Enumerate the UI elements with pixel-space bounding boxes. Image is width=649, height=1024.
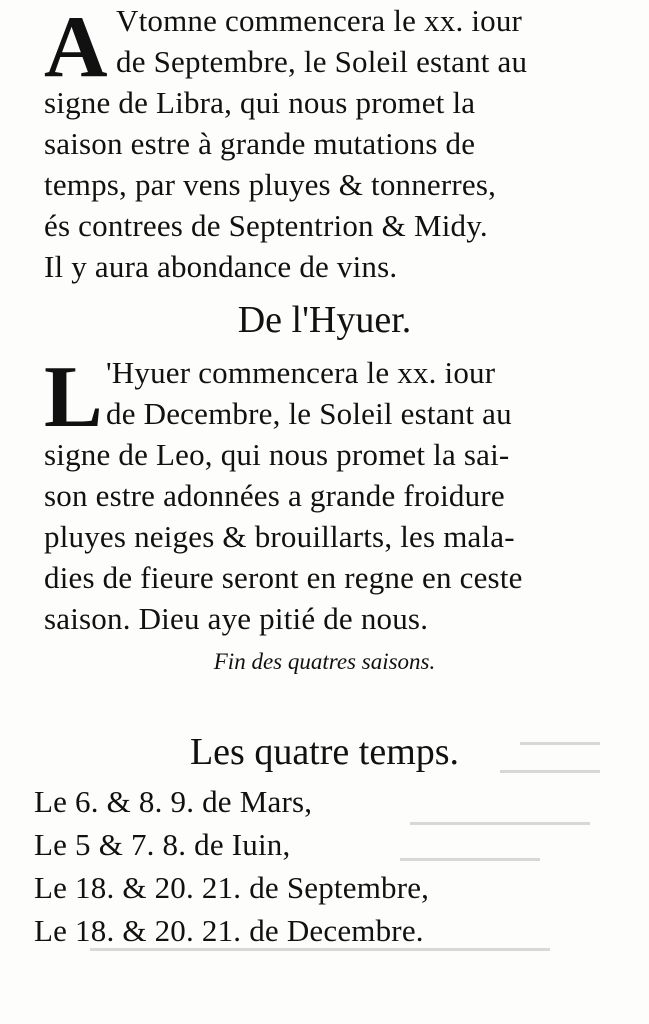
text-line: és contrees de Septentrion & Midy. xyxy=(44,208,488,243)
text-line: 'Hyuer commencera le xx. iour xyxy=(106,355,496,390)
bleed-through-mark xyxy=(400,858,540,861)
drop-cap-a: A xyxy=(44,0,108,96)
text-line: temps, par vens pluyes & tonnerres, xyxy=(44,167,497,202)
bleed-through-mark xyxy=(500,770,600,773)
bleed-through-mark xyxy=(90,948,550,951)
bleed-through-mark xyxy=(520,742,600,745)
fin-note: Fin des quatres saisons. xyxy=(213,649,436,674)
text-line: Il y aura abondance de vins. xyxy=(44,249,398,284)
autumn-paragraph xyxy=(44,0,619,287)
text-line: saison estre à grande mutations de xyxy=(44,126,476,161)
text-line: saison. Dieu aye pitié de nous. xyxy=(44,601,429,636)
text-line: signe de Libra, qui nous promet la xyxy=(44,85,476,120)
quatre-temps-list xyxy=(34,780,614,952)
quatre-temps-heading: Les quatre temps. xyxy=(189,731,460,773)
winter-heading: De l'Hyuer. xyxy=(237,299,412,341)
text-line: dies de fieure seront en regne en ceste xyxy=(44,560,523,595)
text-line: son estre adonnées a grande froidure xyxy=(44,478,505,513)
list-item: Le 18. & 20. 21. de Septembre, xyxy=(34,870,430,905)
list-item: Le 18. & 20. 21. de Decembre. xyxy=(34,913,424,948)
drop-cap-l: L xyxy=(44,349,103,446)
text-line: pluyes neiges & brouillarts, les mala- xyxy=(44,519,515,554)
bleed-through-mark xyxy=(410,822,590,825)
list-item: Le 6. & 8. 9. de Mars, xyxy=(34,784,313,819)
winter-paragraph xyxy=(44,349,619,639)
text-line: de Decembre, le Soleil estant au xyxy=(106,396,512,431)
text-line: signe de Leo, qui nous promet la sai- xyxy=(44,437,510,472)
list-item: Le 5 & 7. 8. de Iuin, xyxy=(34,827,291,862)
text-line: Vtomne commencera le xx. iour xyxy=(116,3,523,38)
text-line: de Septembre, le Soleil estant au xyxy=(116,44,528,79)
